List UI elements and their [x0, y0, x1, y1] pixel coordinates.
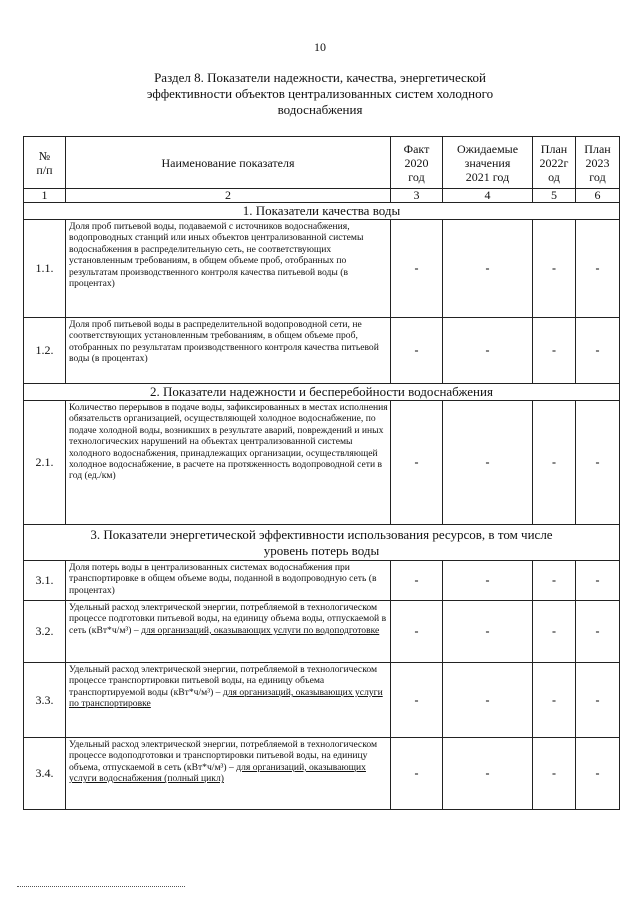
- header-expected-2021: Ожидаемые значения 2021 год: [443, 137, 533, 189]
- indicator-text: Удельный расход электрической энергии, потребляемой в технологическом процессе водоподготовки и транспортировки питьевой воды, на единицу объема, отпускаемой в сеть (кВт*ч/м³) – для организаций, оказывающих услуги водоснабжения (полный цикл): [66, 738, 391, 810]
- column-number: 2: [66, 189, 391, 203]
- value-cell: -: [443, 601, 533, 663]
- indicator-text: Доля проб питьевой воды в распределительной водопроводной сети, не соответствующих установленным требованиям, в общем объеме проб, отобранных по результатам производственного контроля качества питьевой воды (в процентах): [66, 318, 391, 384]
- value-cell: -: [576, 220, 620, 318]
- indicator-text: Доля потерь воды в централизованных системах водоснабжения при транспортировке в общем объеме воды, поданной в водопроводную сеть (в процентах): [66, 561, 391, 601]
- column-number: 3: [391, 189, 443, 203]
- section-title: [110, 70, 530, 118]
- indicators-table: [23, 136, 620, 810]
- value-cell: -: [533, 663, 576, 738]
- column-number-row: [24, 189, 620, 203]
- table-row: [24, 220, 620, 318]
- table-row: [24, 318, 620, 384]
- header-name: Наименование показателя: [66, 137, 391, 189]
- indicator-text: Количество перерывов в подаче воды, зафиксированных в местах исполнения обязательств организацией, осуществляющей холодное водоснабжение, по подаче холодной воды, возникших в результате аварий, повреждений и иных технологических нарушений на объектах централизованной системы холодного водоснабжения, принадлежащих организации, осуществляющей холодное водоснабжение, в расчете на протяженность водопроводной сети в год (ед./км): [66, 401, 391, 525]
- value-cell: -: [576, 601, 620, 663]
- value-cell: -: [576, 318, 620, 384]
- value-cell: -: [391, 561, 443, 601]
- value-cell: -: [443, 318, 533, 384]
- table-row: [24, 601, 620, 663]
- section-row: [24, 525, 620, 561]
- section-heading: 1. Показатели качества воды: [24, 203, 620, 220]
- header-plan-2022: План 2022г од: [533, 137, 576, 189]
- indicator-text: Удельный расход электрической энергии, потребляемой в технологическом процессе транспортировки питьевой воды, на единицу объема транспортируемой воды (кВт*ч/м³) – для организаций, оказывающих услуги по транспортировке: [66, 663, 391, 738]
- value-cell: -: [533, 601, 576, 663]
- header-plan-2023: План 2023 год: [576, 137, 620, 189]
- row-number: 2.1.: [24, 401, 66, 525]
- row-number: 1.2.: [24, 318, 66, 384]
- value-cell: -: [391, 220, 443, 318]
- table-row: [24, 401, 620, 525]
- table-row: [24, 738, 620, 810]
- value-cell: -: [391, 318, 443, 384]
- section-title-line-1: Раздел 8. Показатели надежности, качества, энергетической: [154, 70, 486, 85]
- row-number: 1.1.: [24, 220, 66, 318]
- column-number: 6: [576, 189, 620, 203]
- value-cell: -: [533, 220, 576, 318]
- footer-line: [17, 886, 185, 887]
- section-heading: 3. Показатели энергетической эффективности использования ресурсов, в том числе уровень потерь воды: [24, 525, 620, 561]
- value-cell: -: [533, 738, 576, 810]
- row-number: 3.1.: [24, 561, 66, 601]
- column-number: 1: [24, 189, 66, 203]
- section-heading: 2. Показатели надежности и бесперебойности водоснабжения: [24, 384, 620, 401]
- value-cell: -: [391, 401, 443, 525]
- value-cell: -: [443, 561, 533, 601]
- value-cell: -: [533, 401, 576, 525]
- row-number: 3.3.: [24, 663, 66, 738]
- value-cell: -: [576, 663, 620, 738]
- value-cell: -: [576, 738, 620, 810]
- value-cell: -: [443, 401, 533, 525]
- value-cell: -: [443, 220, 533, 318]
- value-cell: -: [533, 318, 576, 384]
- section-row: [24, 384, 620, 401]
- column-number: 4: [443, 189, 533, 203]
- value-cell: -: [576, 401, 620, 525]
- value-cell: -: [391, 663, 443, 738]
- header-num: № п/п: [24, 137, 66, 189]
- value-cell: -: [443, 663, 533, 738]
- table-row: [24, 561, 620, 601]
- value-cell: -: [391, 601, 443, 663]
- section-title-line-2: эффективности объектов централизованных систем холодного: [146, 86, 494, 101]
- table-row: [24, 663, 620, 738]
- value-cell: -: [533, 561, 576, 601]
- value-cell: -: [391, 738, 443, 810]
- indicator-text: Удельный расход электрической энергии, потребляемой в технологическом процессе подготовки питьевой воды, на единицу объема воды, отпускаемой в сеть (кВт*ч/м³) – для организаций, оказывающих услуги по водоподготовке: [66, 601, 391, 663]
- row-number: 3.2.: [24, 601, 66, 663]
- column-number: 5: [533, 189, 576, 203]
- header-fact-2020: Факт 2020 год: [391, 137, 443, 189]
- section-title-line-3: водоснабжения: [277, 102, 363, 117]
- value-cell: -: [443, 738, 533, 810]
- value-cell: -: [576, 561, 620, 601]
- section-row: [24, 203, 620, 220]
- page-number: 10: [314, 40, 326, 54]
- row-number: 3.4.: [24, 738, 66, 810]
- indicator-text: Доля проб питьевой воды, подаваемой с источников водоснабжения, водопроводных станций или иных объектов централизованной системы водоснабжения в распределительную сеть, не соответствующих установленным требованиям, в общем объеме проб, отобранных по результатам производственного контроля качества питьевой воды (в процентах): [66, 220, 391, 318]
- table-header-row: [24, 137, 620, 189]
